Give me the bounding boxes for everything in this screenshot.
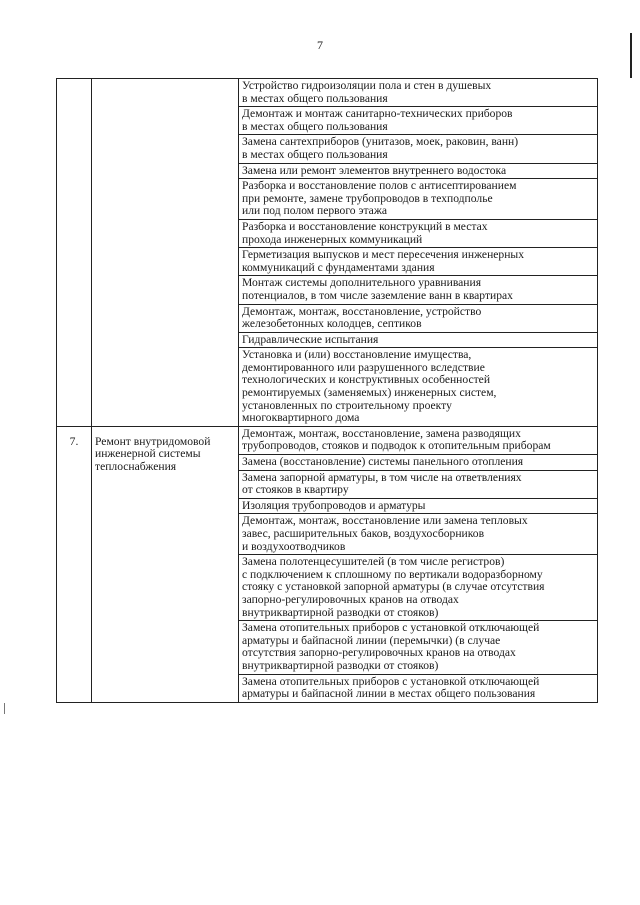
- work-item: [239, 135, 598, 163]
- work-item-line: Демонтаж, монтаж, восстановление или замена тепловых: [242, 514, 528, 528]
- work-item: [239, 426, 598, 454]
- work-item: [239, 248, 598, 276]
- work-item-line: арматуры и байпасной линии в местах общего пользования: [242, 687, 536, 701]
- work-item-line: технологических и конструктивных особенностей: [242, 373, 491, 387]
- work-item-line: завес, расширительных баков, воздухосборников: [242, 527, 485, 540]
- system-name: [92, 79, 239, 427]
- work-item-line: многоквартирного дома: [242, 411, 360, 425]
- work-item-line: Герметизация выпусков и мест пересечения инженерных: [242, 248, 525, 262]
- work-item-line: Замена или ремонт элементов внутреннего водостока: [242, 163, 507, 177]
- work-item: [239, 498, 598, 514]
- work-item-line: с подключением к сплошному по вертикали водоразборному: [242, 567, 543, 581]
- table-row: [57, 79, 598, 107]
- work-item-line: от стояков в квартиру: [242, 483, 349, 497]
- table-row: [57, 426, 598, 454]
- system-name-line: Ремонт внутридомовой: [95, 434, 211, 448]
- work-item: [239, 304, 598, 332]
- work-item: [239, 514, 598, 555]
- work-item-line: в местах общего пользования: [242, 119, 388, 133]
- scan-edge-mark: [630, 33, 632, 78]
- work-item-line: Изоляция трубопроводов и арматуры: [242, 498, 426, 512]
- work-item-line: в местах общего пользования: [242, 147, 388, 161]
- item-number: 7.: [57, 426, 92, 702]
- system-name: [92, 426, 239, 702]
- work-item: [239, 107, 598, 135]
- work-item-line: в местах общего пользования: [242, 91, 388, 105]
- work-item: [239, 163, 598, 179]
- work-item-line: коммуникаций с фундаментами здания: [242, 260, 435, 274]
- item-number: [57, 79, 92, 427]
- scan-edge-dot: [4, 703, 5, 714]
- work-item-line: и воздухоотводчиков: [242, 539, 346, 553]
- work-item-line: трубопроводов, стояков и подводок к отопительным приборам: [242, 439, 551, 453]
- work-item-line: Демонтаж, монтаж, восстановление, устройство: [242, 304, 482, 318]
- work-item: [239, 455, 598, 471]
- work-item-line: железобетонных колодцев, септиков: [242, 317, 422, 331]
- work-item-line: Разборка и восстановление конструкций в местах: [242, 219, 488, 233]
- work-item-line: Замена отопительных приборов с установкой отключающей: [242, 621, 540, 635]
- work-item: [239, 555, 598, 621]
- work-item-line: установленных по строительному проекту: [242, 398, 452, 412]
- works-table: [56, 78, 598, 703]
- work-item-line: Устройство гидроизоляции пола и стен в душевых: [242, 79, 492, 92]
- system-name-line: теплоснабжения: [95, 460, 177, 474]
- page-number: 7: [317, 38, 323, 52]
- work-item-line: при ремонте, замене трубопроводов в техподполье: [242, 191, 493, 205]
- work-item-line: демонтированного или разрушенного вследствие: [242, 360, 485, 374]
- work-item-line: Гидравлические испытания: [242, 332, 379, 346]
- work-item: [239, 276, 598, 304]
- work-item-line: Замена отопительных приборов с установкой отключающей: [242, 674, 540, 688]
- work-item-line: потенциалов, в том числе заземление ванн в квартирах: [242, 288, 513, 302]
- work-item-line: внутриквартирной разводки от стояков): [242, 605, 439, 619]
- work-item-line: Демонтаж, монтаж, восстановление, замена разводящих: [242, 426, 521, 440]
- work-item: [239, 674, 598, 702]
- work-item-line: запорно-регулировочных кранов на отводах: [242, 592, 459, 606]
- work-item: [239, 79, 598, 107]
- work-item-line: Монтаж системы дополнительного уравнивания: [242, 276, 482, 290]
- work-item-line: стояку с установкой запорной арматуры (в случае отсутствия: [242, 580, 545, 594]
- work-item-line: отсутствия запорно-регулировочных кранов на отводах: [242, 646, 516, 660]
- work-item: [239, 470, 598, 498]
- work-item-line: арматуры и байпасной линии (перемычки) (в случае: [242, 633, 501, 647]
- work-item-line: Замена (восстановление) системы панельного отопления: [242, 455, 524, 469]
- work-item-line: Установка и (или) восстановление имущества,: [242, 348, 472, 362]
- work-item: [239, 621, 598, 674]
- work-item: [239, 332, 598, 348]
- work-item: [239, 179, 598, 220]
- work-item-line: Замена сантехприборов (унитазов, моек, раковин, ванн): [242, 135, 519, 149]
- work-item-line: Замена полотенцесушителей (в том числе регистров): [242, 555, 505, 569]
- work-item-line: внутриквартирной разводки от стояков): [242, 658, 439, 672]
- system-name-line: инженерной системы: [95, 447, 201, 461]
- work-item-line: Разборка и восстановление полов с антисептированием: [242, 179, 517, 193]
- work-item: [239, 219, 598, 247]
- work-item-line: Замена запорной арматуры, в том числе на ответвлениях: [242, 470, 522, 484]
- work-item-line: прохода инженерных коммуникаций: [242, 232, 423, 246]
- work-item-line: или под полом первого этажа: [242, 204, 387, 218]
- work-item: [239, 348, 598, 427]
- work-item-line: Демонтаж и монтаж санитарно-технических приборов: [242, 107, 513, 121]
- work-item-line: ремонтируемых (заменяемых) инженерных систем,: [242, 386, 497, 400]
